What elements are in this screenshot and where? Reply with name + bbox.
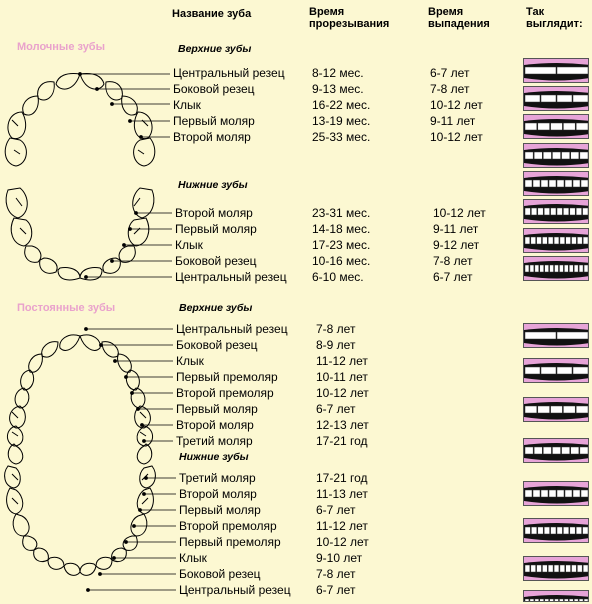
permanent-lower-leaders [87,477,177,592]
mouth-illustration [523,143,589,168]
table-row: Третий моляр 17-21 год [176,434,368,448]
table-row: Центральный резец 6-10 мес. 6-7 лет [175,270,473,284]
mouth-illustration [523,481,589,506]
header-tooth-name: Название зуба [172,8,252,20]
table-row: Второй моляр 11-13 лет [179,487,368,501]
permanent-upper-arch [7,335,152,464]
mouth-illustration [523,518,589,543]
table-row: Боковой резец 8-9 лет [176,338,356,352]
permanent-lower-arch [5,466,156,575]
permanent-upper-leaders [85,328,174,443]
table-row: Второй моляр 23-31 мес. 10-12 лет [175,206,486,220]
mouth-illustration [523,590,589,602]
mouth-illustration [523,438,589,463]
header-how-it-looks: Так выглядит: [526,6,583,30]
table-row: Первый моляр 6-7 лет [179,503,356,517]
mouth-illustration [523,397,589,422]
table-row: Третий моляр 17-21 год [179,471,368,485]
table-row: Первый премоляр 10-12 лет [179,535,369,549]
permanent-upper-title: Верхние зубы [179,302,253,314]
table-row: Клык 16-22 мес. 10-12 лет [173,98,483,112]
header-loss-time: Время выпадения [428,6,490,30]
milk-upper-title: Верхние зубы [178,43,252,55]
table-row: Боковой резец 10-16 мес. 7-8 лет [175,254,473,268]
mouth-illustration [523,358,589,383]
milk-lower-leaders [85,212,173,279]
mouth-illustration [523,199,589,224]
permanent-teeth-title: Постоянные зубы [17,302,116,314]
table-row: Первый моляр 6-7 лет [176,402,356,416]
milk-upper-arch [5,73,155,166]
header-eruption-time: Время прорезывания [309,6,390,30]
table-row: Второй моляр 25-33 мес. 10-12 лет [173,130,483,144]
table-row: Первый моляр 13-19 мес. 9-11 лет [173,114,476,128]
table-row: Центральный резец 6-7 лет [179,583,356,597]
table-row: Боковой резец 9-13 мес. 7-8 лет [173,82,470,96]
table-row: Первый моляр 14-18 мес. 9-11 лет [175,222,479,236]
table-row: Центральный резец 8-12 мес. 6-7 лет [173,66,470,80]
mouth-illustration [523,114,589,139]
table-row: Центральный резец 7-8 лет [176,322,356,336]
table-row: Клык 17-23 мес. 9-12 лет [175,238,480,252]
table-row: Боковой резец 7-8 лет [179,567,356,581]
table-row: Клык 11-12 лет [176,354,368,368]
table-row: Второй моляр 12-13 лет [176,418,369,432]
table-row: Второй премоляр 11-12 лет [179,519,368,533]
milk-teeth-title: Молочные зубы [17,41,105,53]
mouth-illustration [523,228,589,253]
mouth-illustration [523,556,589,581]
milk-lower-title: Нижние зубы [178,179,248,191]
mouth-illustration [523,256,589,281]
mouth-illustration [523,58,589,83]
milk-lower-arch [6,188,154,280]
table-row: Первый премоляр 10-11 лет [176,370,368,384]
milk-upper-leaders [79,73,171,139]
mouth-illustration [523,323,589,348]
table-row: Клык 9-10 лет [179,551,363,565]
permanent-lower-title: Нижние зубы [179,451,249,463]
mouth-illustration [523,171,589,196]
mouth-illustration [523,86,589,111]
table-row: Второй премоляр 10-12 лет [176,386,369,400]
